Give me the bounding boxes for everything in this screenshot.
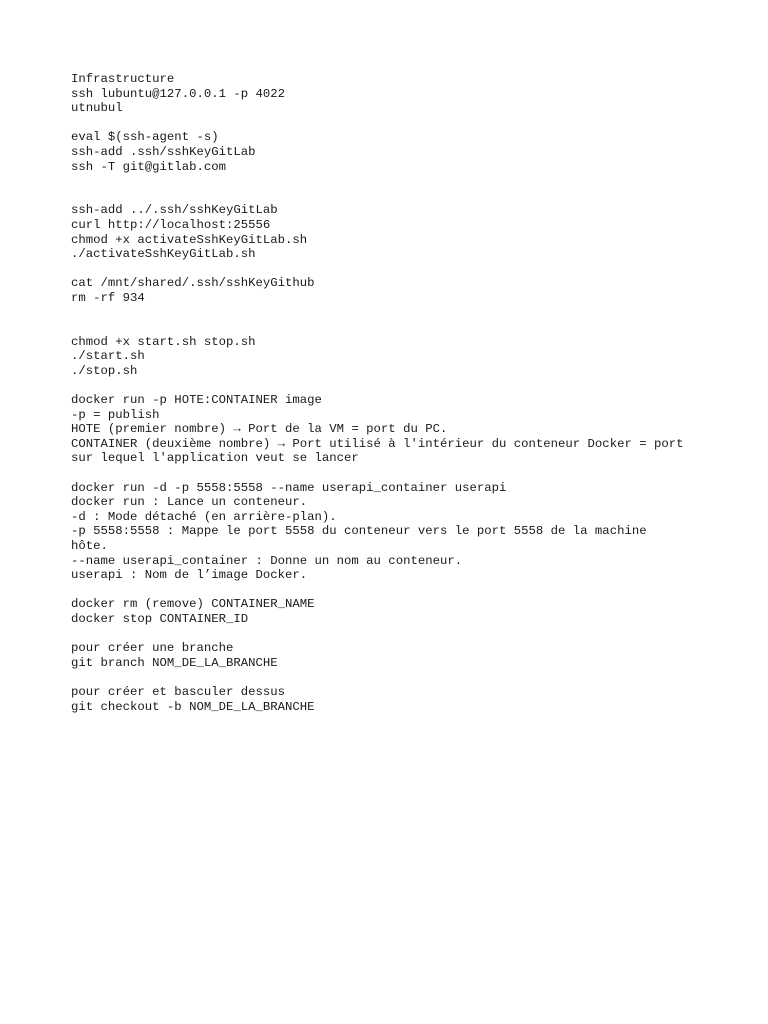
text-line: eval $(ssh-agent -s) — [71, 130, 219, 145]
text-line: -p = publish — [71, 407, 160, 422]
text-line: ./stop.sh — [71, 363, 138, 378]
text-line: ssh-add .ssh/sshKeyGitLab — [71, 144, 256, 159]
text-line: chmod +x start.sh stop.sh — [71, 334, 256, 349]
text-line: utnubul — [71, 101, 123, 116]
blank-line — [71, 189, 711, 204]
text-line: Infrastructure — [71, 72, 175, 86]
blank-line — [71, 583, 711, 598]
text-line: -d : Mode détaché (en arrière-plan). — [71, 509, 337, 524]
text-line: pour créer et basculer dessus — [71, 684, 286, 699]
blank-line — [71, 670, 711, 685]
text-line: chmod +x activateSshKeyGitLab.sh — [71, 232, 308, 247]
blank-line — [71, 378, 711, 393]
text-line: hôte. — [71, 539, 108, 553]
text-line: HOTE (premier nombre) → Port de la VM = port du PC. — [71, 422, 448, 437]
text-line: git branch NOM_DE_LA_BRANCHE — [71, 655, 278, 670]
text-line: docker run -d -p 5558:5558 --name userapi_container userapi — [71, 480, 507, 495]
text-line: userapi : Nom de l’image Docker. — [71, 568, 308, 583]
blank-line — [71, 262, 711, 277]
text-line: curl http://localhost:25556 — [71, 217, 271, 232]
text-line: cat /mnt/shared/.ssh/sshKeyGithub — [71, 276, 315, 291]
text-line: ssh -T git@gitlab.com — [71, 159, 226, 174]
text-line: pour créer une branche — [71, 641, 234, 656]
text-line: docker stop CONTAINER_ID — [71, 611, 249, 626]
blank-line — [71, 116, 711, 131]
text-line: rm -rf 934 — [71, 290, 145, 305]
text-line: sur lequel l'application veut se lancer — [71, 451, 359, 466]
text-line: docker run : Lance un conteneur. — [71, 495, 308, 510]
blank-line — [71, 466, 711, 481]
document-text — [71, 72, 711, 714]
text-line: ssh lubuntu@127.0.0.1 -p 4022 — [71, 86, 286, 101]
blank-line — [71, 320, 711, 335]
blank-line — [71, 306, 711, 321]
blank-line — [71, 627, 711, 642]
text-line: ./start.sh — [71, 349, 145, 364]
text-line: ./activateSshKeyGitLab.sh — [71, 247, 256, 262]
text-line: --name userapi_container : Donne un nom au conteneur. — [71, 553, 463, 568]
text-line: ssh-add ../.ssh/sshKeyGitLab — [71, 203, 278, 218]
text-line: -p 5558:5558 : Mappe le port 5558 du conteneur vers le port 5558 de la machine — [71, 524, 647, 539]
text-line: docker run -p HOTE:CONTAINER image — [71, 393, 322, 408]
text-line: docker rm (remove) CONTAINER_NAME — [71, 597, 315, 612]
blank-line — [71, 174, 711, 189]
text-line: git checkout -b NOM_DE_LA_BRANCHE — [71, 699, 315, 714]
text-line: CONTAINER (deuxième nombre) → Port utilisé à l'intérieur du conteneur Docker = port — [71, 436, 684, 451]
